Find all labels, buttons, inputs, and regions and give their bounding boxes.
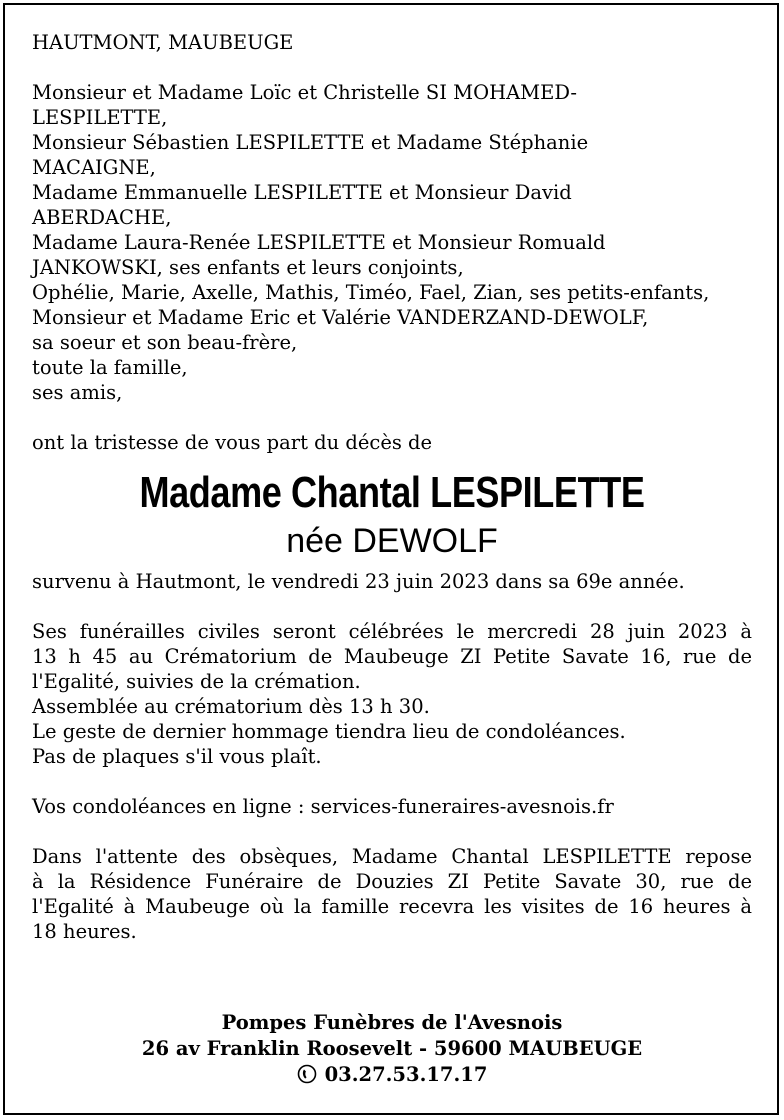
viewing-line: 18 heures. (32, 920, 137, 943)
viewing-line: à la Résidence Funéraire de Douzies ZI Petite Savate 30, rue de (32, 870, 752, 893)
family-line: Madame Emmanuelle LESPILETTE et Monsieur David (32, 181, 572, 204)
funeral-line: 13 h 45 au Crématorium de Maubeuge ZI Petite Savate 16, rue de (32, 645, 752, 668)
funeral-home-address: 26 av Franklin Roosevelt - 59600 MAUBEUGE (141, 1037, 643, 1060)
family-line: ses amis, (32, 381, 123, 404)
family-list (32, 80, 752, 405)
death-info: survenu à Hautmont, le vendredi 23 juin 2023 dans sa 69e année. (32, 570, 685, 593)
funeral-home-name: Pompes Funèbres de l'Avesnois (221, 1011, 563, 1034)
family-line: Monsieur Sébastien LESPILETTE et Madame Stéphanie (32, 131, 589, 154)
family-line: sa soeur et son beau-frère, (32, 331, 298, 354)
family-line: LESPILETTE, (32, 106, 168, 129)
announcement-intro: ont la tristesse de vous part du décès de (32, 431, 433, 454)
funeral-details (32, 619, 752, 769)
phone-icon (297, 1064, 317, 1084)
family-line: MACAIGNE, (32, 156, 156, 179)
maiden-name: née DEWOLF (286, 522, 498, 560)
deceased-name: Madame Chantal LESPILETTE (139, 468, 645, 517)
obituary-body (32, 30, 752, 944)
family-line: Monsieur et Madame Loïc et Christelle SI MOHAMED- (32, 81, 577, 104)
online-condolences: Vos condoléances en ligne : services-funeraires-avesnois.fr (32, 795, 614, 818)
locations-heading: HAUTMONT, MAUBEUGE (32, 31, 294, 54)
family-line: JANKOWSKI, ses enfants et leurs conjoints, (32, 256, 464, 279)
funeral-line: Ses funérailles civiles seront célébrées le mercredi 28 juin 2023 à (32, 620, 752, 643)
phone-number: 03.27.53.17.17 (324, 1063, 488, 1086)
funeral-line: Assemblée au crématorium dès 13 h 30. (32, 695, 430, 718)
viewing-line: Dans l'attente des obsèques, Madame Chantal LESPILETTE repose (32, 845, 752, 868)
funeral-line: Le geste de dernier hommage tiendra lieu de condoléances. (32, 720, 626, 743)
family-line: Madame Laura-Renée LESPILETTE et Monsieur Romuald (32, 231, 606, 254)
funeral-home-phone (0, 1062, 784, 1088)
family-line: Monsieur et Madame Eric et Valérie VANDERZAND-DEWOLF, (32, 306, 649, 329)
viewing-details (32, 844, 752, 944)
family-line: toute la famille, (32, 356, 188, 379)
family-line: ABERDACHE, (32, 206, 172, 229)
funeral-line: l'Egalité, suivies de la crémation. (32, 670, 361, 693)
family-line: Ophélie, Marie, Axelle, Mathis, Timéo, Fael, Zian, ses petits-enfants, (32, 281, 710, 304)
funeral-line: Pas de plaques s'il vous plaît. (32, 745, 322, 768)
viewing-line: l'Egalité à Maubeuge où la famille recevra les visites de 16 heures à (32, 895, 752, 918)
funeral-home-info (0, 1010, 784, 1088)
